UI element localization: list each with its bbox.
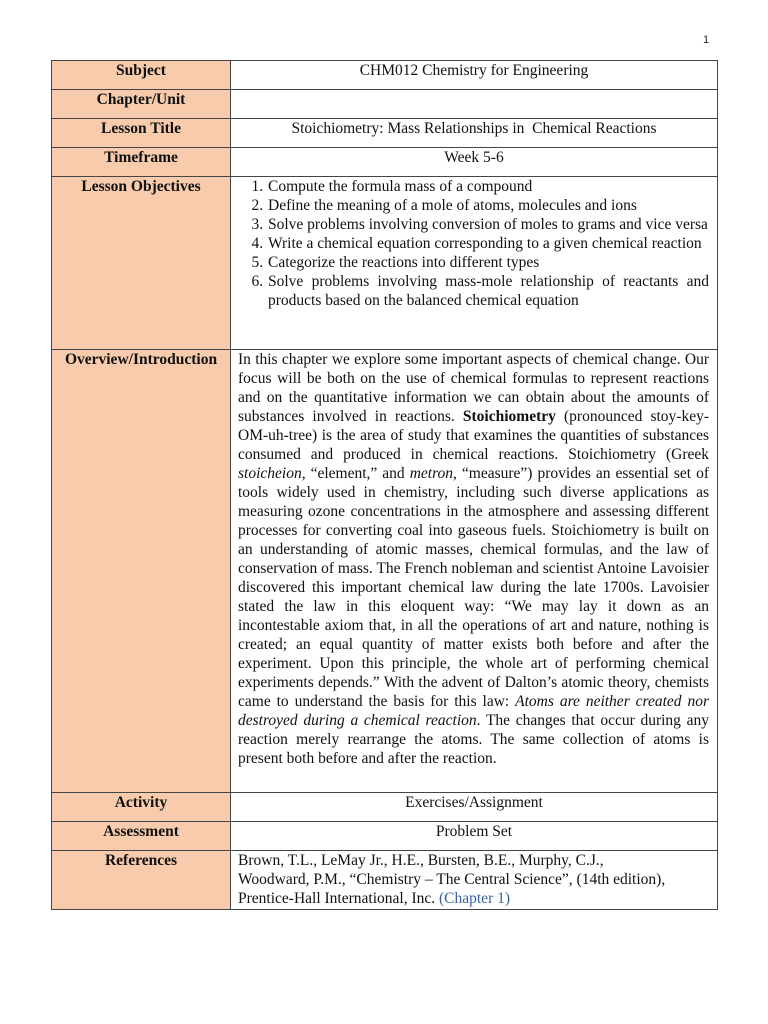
overview-label: Overview/Introduction [52,350,231,793]
page-number: 1 [703,34,710,46]
stoichiometry-term: Stoichiometry [462,408,556,425]
timeframe-label: Timeframe [52,148,231,177]
objectives-value [231,177,718,350]
lesson-title-label: Lesson Title [52,119,231,148]
overview-text: . The changes that occur during any reaction merely rearrange the atoms. The same collection of atoms is present both before and after the reaction. [238,712,710,767]
subject-value: CHM012 Chemistry for Engineering [231,61,718,90]
timeframe-row [52,148,718,177]
subject-label: Subject [52,61,231,90]
objective-item: 3. Solve problems involving conversion of moles to grams and vice versa [267,215,709,234]
reference-line: Woodward, P.M., “Chemistry – The Central Science”, (14th edition), [238,871,666,888]
greek-stoicheion: stoicheion, [238,465,306,482]
chapter-link[interactable]: (Chapter 1) [439,890,511,907]
overview-row [52,350,718,793]
objectives-label: Lesson Objectives [52,177,231,350]
references-label: References [52,851,231,910]
lesson-title-value: Stoichiometry: Mass Relationships in Chemical Reactions [231,119,718,148]
overview-text: (pronounced stoy-key-OM-uh-tree) is the area of study that examines the quantities of substances consumed and produced in chemical reactions. Stoichiometry (Greek [238,408,709,463]
reference-line [238,889,709,908]
assessment-row [52,822,718,851]
assessment-value: Problem Set [231,822,718,851]
objectives-row [52,177,718,350]
timeframe-value: Week 5-6 [231,148,718,177]
objective-item: 6. Solve problems involving mass-mole relationship of reactants and products based on the balanced chemical equation [267,272,709,310]
objective-item: 1. Compute the formula mass of a compound [267,177,709,196]
activity-row [52,793,718,822]
overview-text: In this chapter we explore some important aspects of chemical change. Our focus will be both on the use of chemical formulas to represent reactions and on the quantitative information we can obtain about the amounts of substances involved in reactions. [238,351,709,425]
overview-text: “element,” and [305,465,410,482]
overview-text: “measure”) provides an essential set of tools widely used in chemistry, including such diverse applications as measuring ozone concentrations in the atmosphere and assessing different processes for converting coal into gaseous fuels. Stoichiometry is built on an understanding of atomic masses, chemical formulas, and the law of conservation of mass. The French nobleman and scientist Antoine Lavoisier discovered this important chemical law during the late 1700s. Lavoisier stated the law in this eloquent way: “We may lay it down as an incontestable axiom that, in all the operations of art and nature, nothing is created; an equal quantity of matter exists both before and after the experiment. Upon this principle, the whole art of performing chemical experiments depends.” With the advent of Dalton’s atomic theory, chemists came to understand the basis for this law: [238,465,709,710]
conservation-law-statement: Atoms are neither created nor destroyed during a chemical reaction [238,693,709,729]
subject-row [52,61,718,90]
reference-publisher: Prentice-Hall International, Inc. [238,890,439,907]
activity-value: Exercises/Assignment [231,793,718,822]
objective-item: 5. Categorize the reactions into different types [267,253,709,272]
objective-item: 2. Define the meaning of a mole of atoms, molecules and ions [267,196,709,215]
references-value [231,851,718,910]
objectives-list [231,177,717,310]
chapter-value [231,90,718,119]
reference-entry [231,851,717,908]
references-row [52,851,718,910]
lesson-plan-table [51,60,718,910]
greek-metron: metron, [409,465,457,482]
overview-value [231,350,718,793]
chapter-label: Chapter/Unit [52,90,231,119]
lesson-title-row [52,119,718,148]
reference-line: Brown, T.L., LeMay Jr., H.E., Bursten, B.E., Murphy, C.J., [238,852,604,869]
overview-paragraph [231,350,717,768]
activity-label: Activity [52,793,231,822]
assessment-label: Assessment [52,822,231,851]
chapter-row [52,90,718,119]
objective-item: 4. Write a chemical equation corresponding to a given chemical reaction [267,234,709,253]
